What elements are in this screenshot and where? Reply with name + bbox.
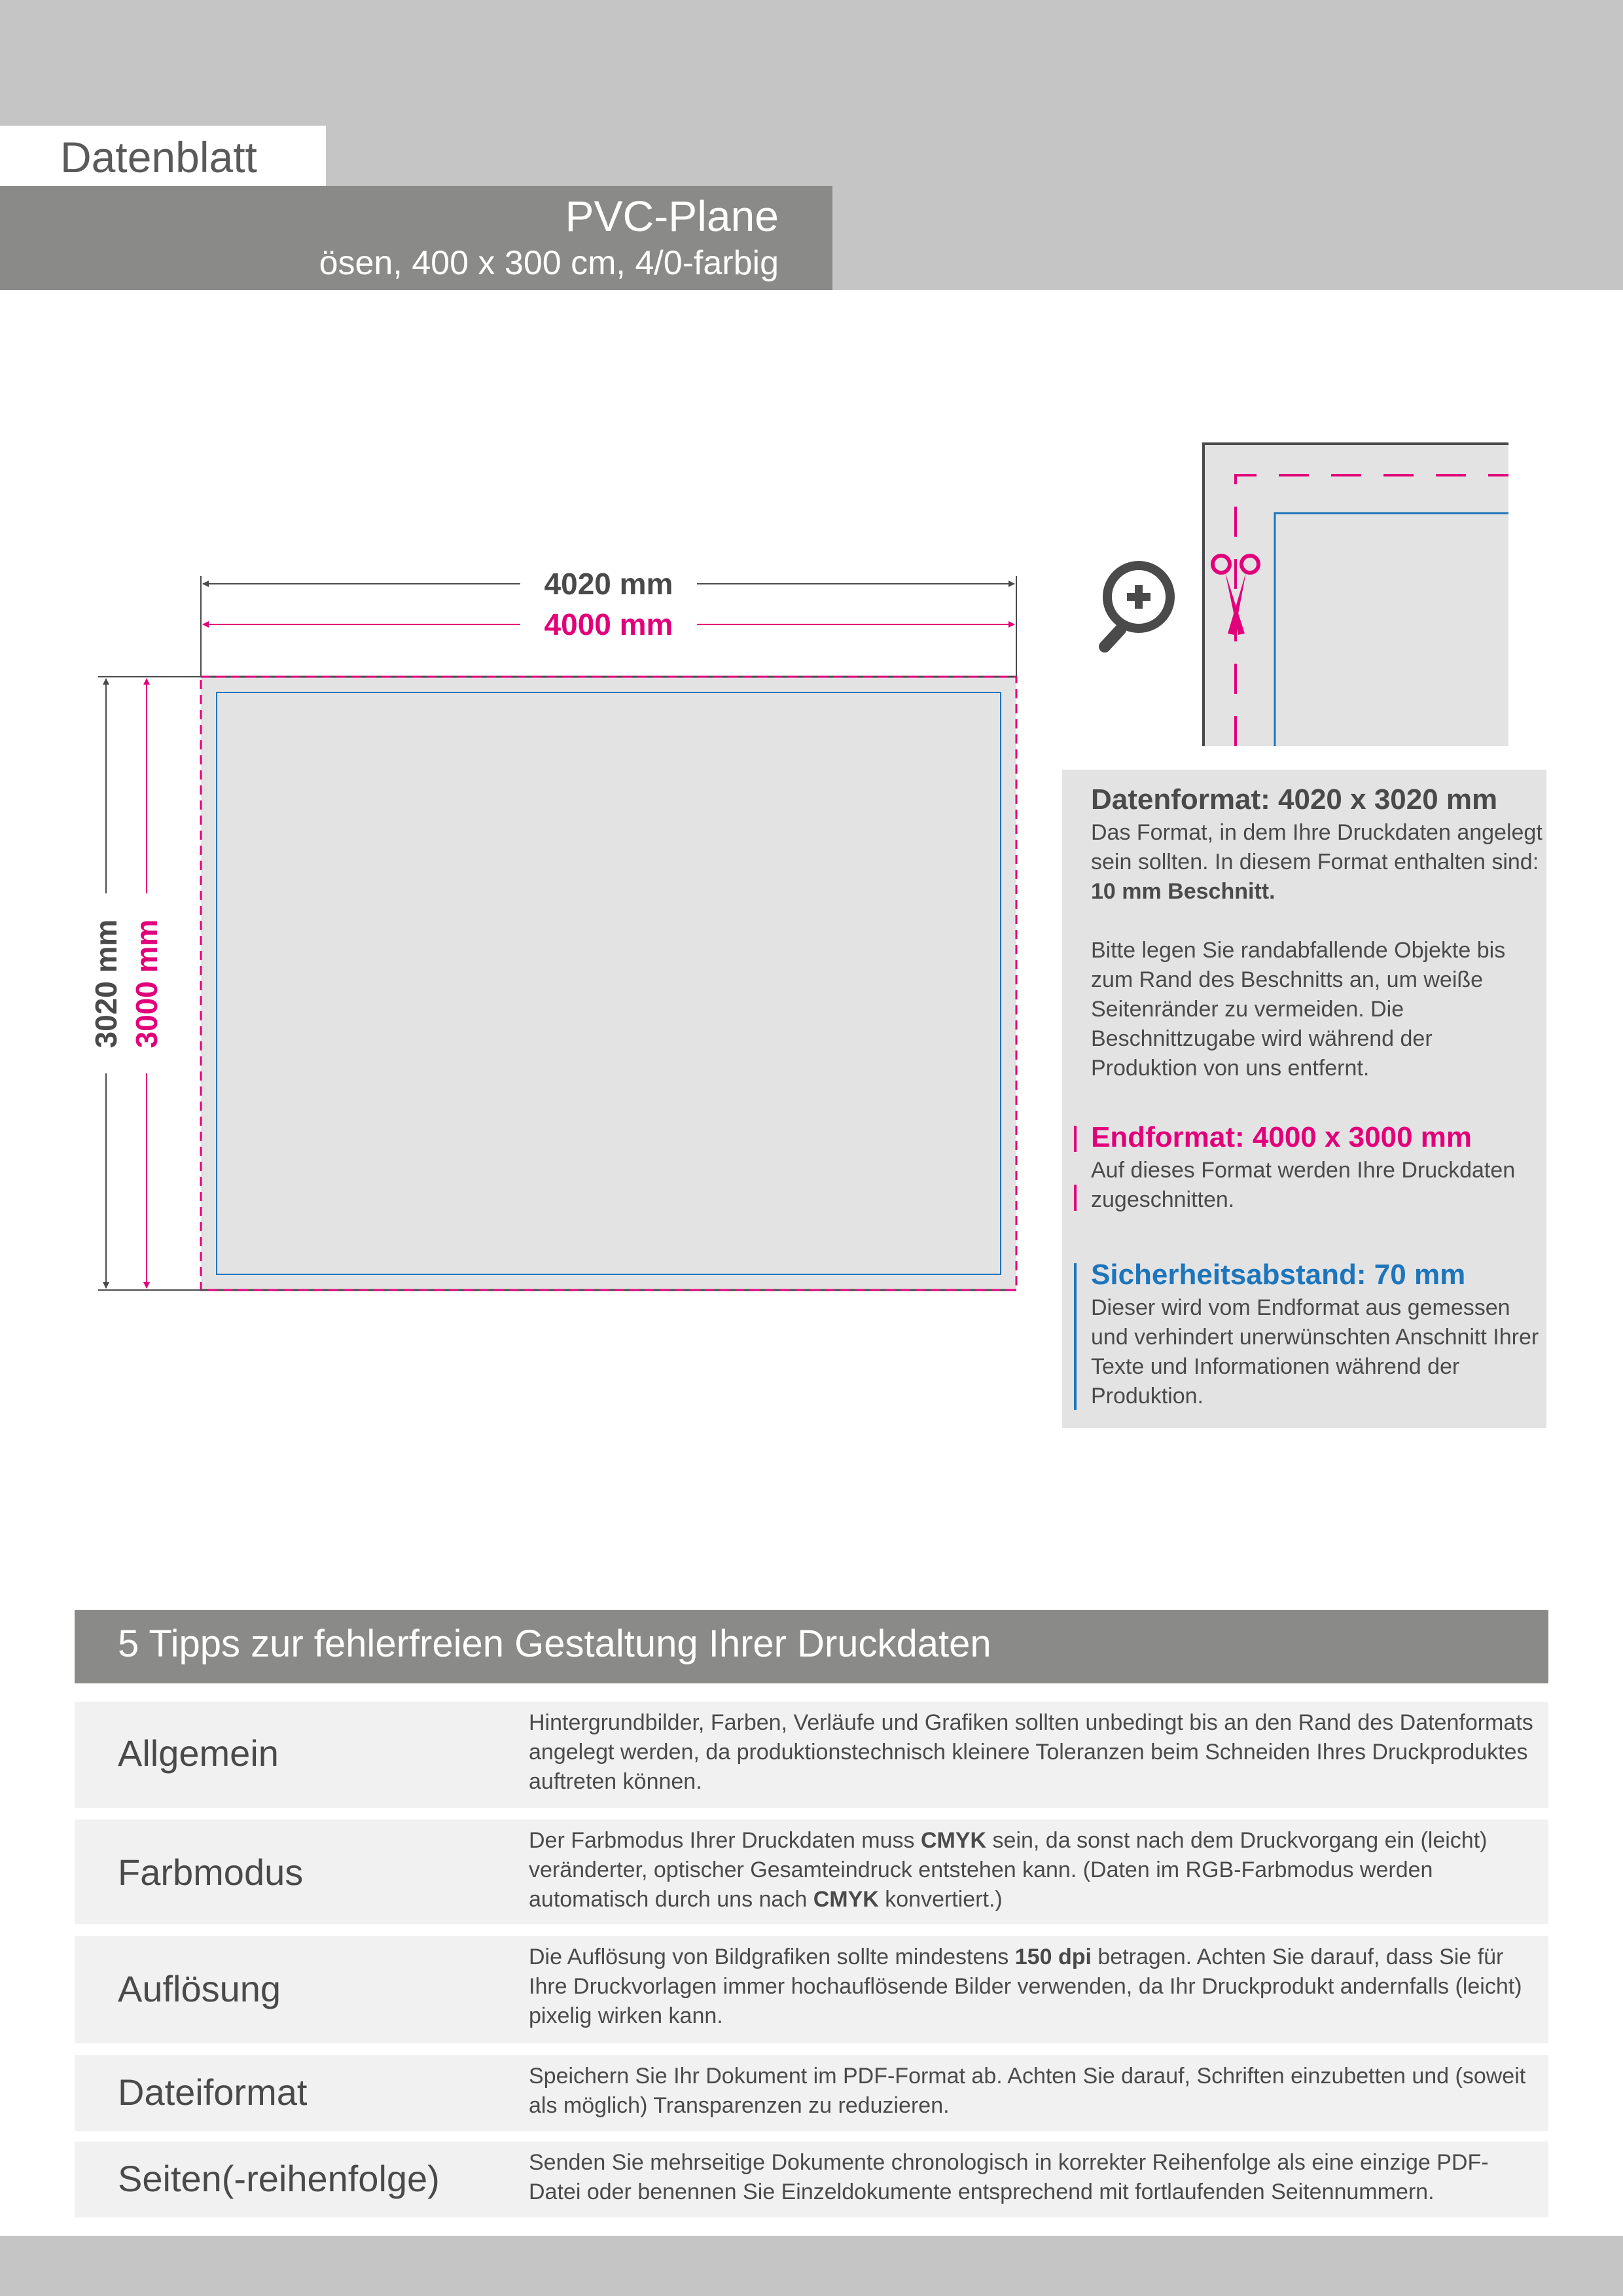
final-height-label: 3000 mm [130,919,164,1049]
safety-text: Dieser wird vom Endformat aus gemessen und verhindert unerwünschten Anschnitt Ihrer Texte und Informationen während der Produktion. [1091,1295,1539,1408]
tip-row [75,2055,1548,2131]
end-format-marker [1074,1185,1077,1211]
tip-text-part: Die Auflösung von Bildgrafiken sollte mindestens [529,1945,1015,1969]
tip-text-part: sein, da sonst nach dem Druckvorgang ein (leicht) veränderter, optischer Gesamteindruck entstehen kann. (Daten im RGB-Farbmodus werden automatisch durch uns nach [529,1828,1488,1912]
tip-emphasis: CMYK [920,1828,987,1853]
tip-text-part: konvertiert.) [878,1887,1003,1912]
data-format-area [201,677,1016,1290]
tip-row [75,1936,1548,2043]
bottom-band [0,2236,1623,2296]
tip-label: Auflösung [118,1968,281,2009]
product-spec: ösen, 400 x 300 cm, 4/0-farbig [319,244,779,282]
end-format-section [1091,1119,1543,1215]
safety-section [1091,1257,1543,1411]
tip-row [75,2142,1548,2217]
tip-text [529,1943,1537,2031]
end-format-marker [1074,1126,1077,1152]
detail-paper [1204,444,1508,746]
end-format-title: Endformat: 4000 x 3000 mm [1091,1121,1472,1153]
tip-text [529,1826,1537,1914]
safety-marker [1074,1263,1077,1410]
end-format-text: Auf dieses Format werden Ihre Druckdaten zugeschnitten. [1091,1158,1516,1212]
tip-text: Speichern Sie Ihr Dokument im PDF-Format ab. Achten Sie darauf, Schriften einzubetten und (soweit als möglich) Transparenzen zu reduzieren. [529,2064,1526,2118]
tip-text-part: betragen. Achten Sie darauf, dass Sie für Ihre Druckvorlagen immer hochauflösende Bilder verwenden, da Ihr Druckprodukt andernfalls (leicht) pixelig wirken kann. [529,1945,1522,2028]
data-format-text-part: Das Format, in dem Ihre Druckdaten angelegt sein sollten. In diesem Format enthalten sind: [1091,820,1543,874]
data-height-label: 3020 mm [89,919,123,1049]
tip-emphasis: 150 dpi [1014,1945,1092,1969]
data-width-label: 4020 mm [544,567,673,601]
data-format-section [1091,781,1543,1083]
data-format-note: Bitte legen Sie randabfallende Objekte bis zum Rand des Beschnitts an, um weiße Seitenränder zu vermeiden. Die Beschnittzugabe wird während der Produktion von uns entfernt. [1091,938,1506,1081]
tips-header [75,1610,1548,1683]
bleed-amount: 10 mm Beschnitt. [1091,879,1275,904]
tip-label: Farbmodus [118,1852,304,1893]
data-format-title: Datenformat: 4020 x 3020 mm [1091,783,1498,816]
tip-label: Seiten(-reihenfolge) [118,2158,440,2199]
data-format-text [1091,818,1543,906]
safety-title: Sicherheitsabstand: 70 mm [1091,1259,1466,1291]
tip-label: Allgemein [118,1732,279,1774]
info-panel [1062,770,1546,1428]
product-name: PVC-Plane [565,192,779,240]
tip-label: Dateiformat [118,2072,308,2113]
tip-row [75,1820,1548,1924]
tip-text-part: Der Farbmodus Ihrer Druckdaten muss [529,1828,921,1853]
final-width-label: 4000 mm [544,607,673,641]
tip-text: Hintergrundbilder, Farben, Verläufe und Grafiken sollten unbedingt bis an den Rand des Datenformats angelegt werden, da produktionstechnisch kleinere Toleranzen beim Schneiden Ihres Druckproduktes auftreten können. [529,1710,1533,1794]
tip-emphasis: CMYK [813,1887,879,1912]
tip-row [75,1702,1548,1808]
tips-title: 5 Tipps zur fehlerfreien Gestaltung Ihrer Druckdaten [118,1623,991,1665]
tip-text: Senden Sie mehrseitige Dokumente chronologisch in korrekter Reihenfolge als eine einzige PDF-Datei oder benennen Sie Einzeldokumente entsprechend mit fortlaufenden Seitennummern. [529,2150,1489,2204]
doc-label: Datenblatt [60,133,257,181]
